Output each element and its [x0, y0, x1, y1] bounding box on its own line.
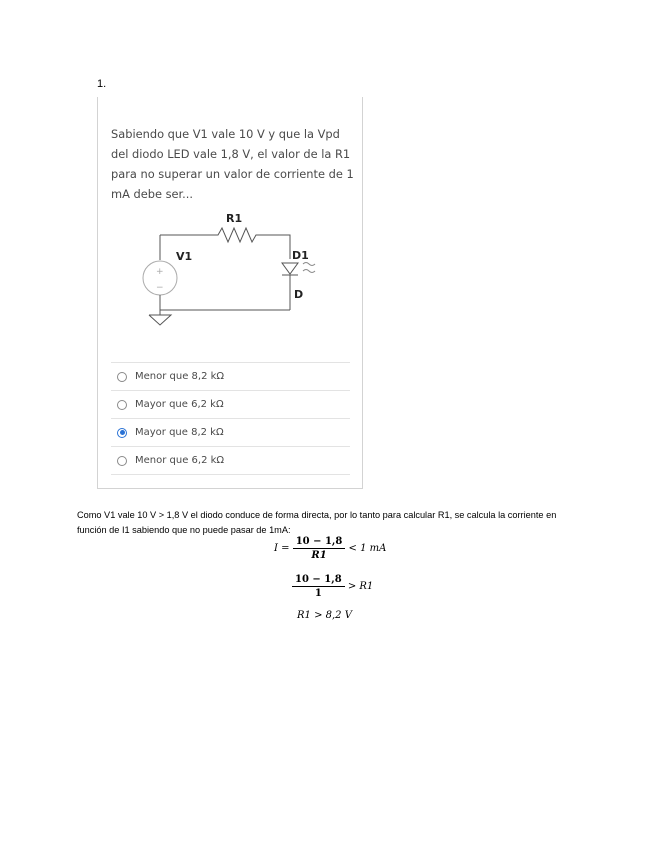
equation-3: R1 > 8,2 V [297, 610, 352, 621]
equation-2 [292, 574, 373, 599]
radio-button-selected[interactable] [117, 428, 127, 438]
eq1-rhs: < 1 mA [348, 543, 387, 554]
d-label: D [294, 288, 304, 301]
question-card [97, 97, 363, 489]
option-3[interactable] [111, 446, 350, 475]
circuit-diagram [108, 205, 358, 335]
minus-sign: − [156, 283, 164, 293]
radio-button[interactable] [117, 372, 127, 382]
ground-symbol [149, 315, 171, 325]
eq1-numerator: 10 − 1,8 [293, 536, 346, 549]
v1-label: V1 [176, 250, 193, 263]
equation-1 [274, 536, 386, 561]
eq2-rhs: > R1 [347, 581, 374, 592]
question-number: 1. [97, 78, 107, 90]
option-label: Mayor que 8,2 kΩ [135, 427, 224, 438]
option-2[interactable] [111, 418, 350, 446]
eq1-fraction [293, 536, 346, 561]
eq2-denominator: 1 [314, 588, 322, 599]
eq1-denominator: R1 [311, 550, 327, 561]
radio-button[interactable] [117, 400, 127, 410]
option-label: Menor que 6,2 kΩ [135, 455, 225, 466]
eq2-fraction [292, 574, 345, 599]
option-1[interactable] [111, 390, 350, 418]
question-text: Sabiendo que V1 vale 10 V y que la Vpd del diodo LED vale 1,8 V, el valor de la R1 para no superar un valor de corriente de 1 mA debe ser... [111, 127, 354, 201]
eq1-lhs: I = [274, 543, 290, 554]
answer-options [111, 362, 350, 475]
d1-label: D1 [292, 249, 309, 262]
option-label: Mayor que 6,2 kΩ [135, 399, 224, 410]
option-0[interactable] [111, 362, 350, 390]
plus-sign: + [156, 267, 164, 277]
led-d1 [282, 263, 298, 274]
explanation-text: Como V1 vale 10 V > 1,8 V el diodo conduce de forma directa, por lo tanto para calcular R1, se calcula la corriente en función de I1 sabiendo que no puede pasar de 1mA: [77, 510, 557, 535]
eq2-numerator: 10 − 1,8 [292, 574, 345, 587]
radio-button[interactable] [117, 456, 127, 466]
r1-label: R1 [226, 212, 243, 225]
option-label: Menor que 8,2 kΩ [135, 371, 225, 382]
